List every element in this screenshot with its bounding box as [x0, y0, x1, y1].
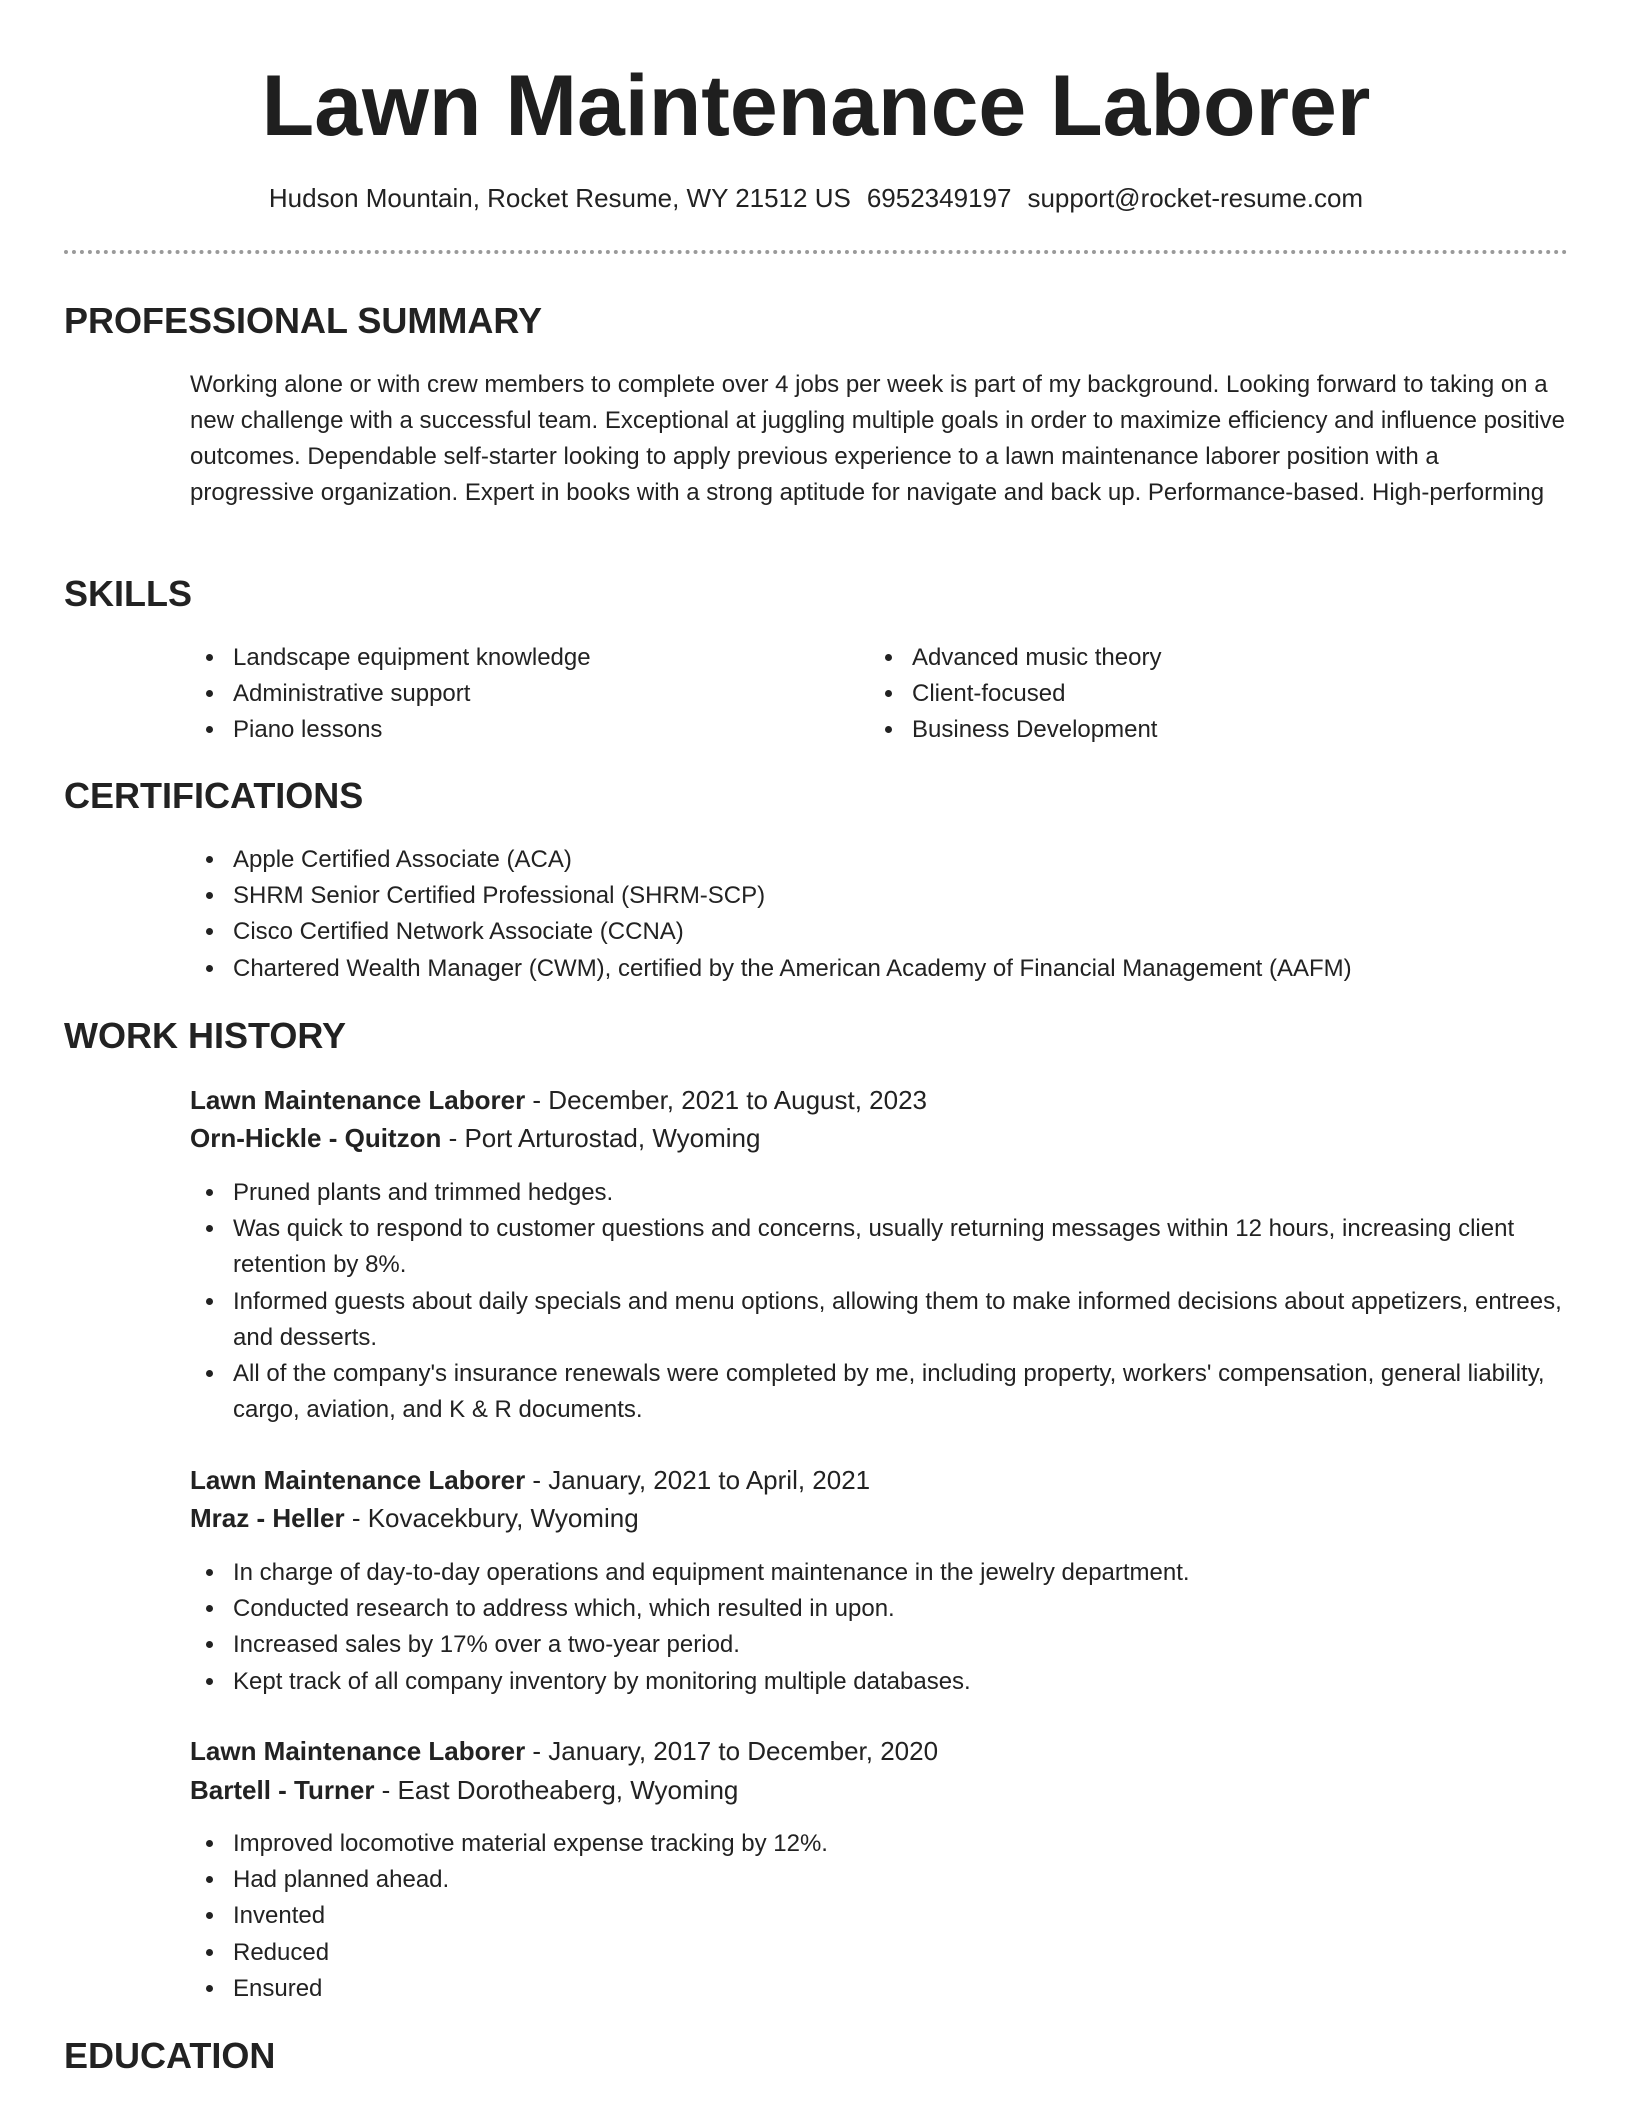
job-bullets	[190, 1555, 1570, 1700]
job-bullet: Was quick to respond to customer questions and concerns, usually returning messages within 12 hours, increasing client retention by 8%.	[190, 1211, 1570, 1283]
section-title-education: EDUCATION	[64, 2035, 276, 2076]
job-dates: - December, 2021 to August, 2023	[525, 1085, 928, 1115]
skill-item: Piano lessons	[190, 712, 830, 748]
job-title: Lawn Maintenance Laborer	[190, 1085, 526, 1115]
skill-item: Administrative support	[190, 676, 830, 712]
job-bullet: Pruned plants and trimmed hedges.	[190, 1175, 1570, 1211]
header-divider	[64, 250, 1568, 254]
summary-text: Working alone or with crew members to complete over 4 jobs per week is part of my background. Looking forward to taking on a new challenge with a successful team. Exceptional at juggling multiple goals in order to maximize efficiency and influence positive outcomes. Dependable self-starter looking to apply previous experience to a lawn maintenance laborer position with a progressive organization. Expert in books with a strong aptitude for navigate and back up. Performance-based. High-performing	[190, 371, 1565, 506]
email: support@rocket-resume.com	[1027, 183, 1364, 213]
section-title-work-history: WORK HISTORY	[64, 1015, 347, 1056]
certification-item: Apple Certified Associate (ACA)	[190, 842, 1570, 878]
job-bullet: In charge of day-to-day operations and equipment maintenance in the jewelry department.	[190, 1555, 1570, 1591]
job-bullet: Improved locomotive material expense tracking by 12%.	[190, 1826, 1570, 1862]
job-bullets	[190, 1175, 1570, 1428]
certification-item: Chartered Wealth Manager (CWM), certified by the American Academy of Financial Management (AAFM)	[190, 951, 1570, 987]
job-dates: - January, 2017 to December, 2020	[525, 1736, 939, 1766]
company-name: Orn-Hickle - Quitzon	[190, 1123, 442, 1153]
candidate-name: Lawn Maintenance Laborer	[261, 58, 1371, 154]
job-bullet: Ensured	[190, 1971, 1570, 2007]
section-title-summary: PROFESSIONAL SUMMARY	[64, 300, 543, 341]
job-company-line	[190, 1772, 738, 1808]
skill-item: Advanced music theory	[869, 640, 1509, 676]
certifications-list	[190, 842, 1570, 987]
job-title: Lawn Maintenance Laborer	[190, 1465, 526, 1495]
job-bullet: Informed guests about daily specials and menu options, allowing them to make informed decisions about appetizers, entrees, and desserts.	[190, 1284, 1570, 1356]
skill-item: Business Development	[869, 712, 1509, 748]
address: Hudson Mountain, Rocket Resume, WY 21512 US	[268, 183, 851, 213]
job-bullet: Invented	[190, 1898, 1570, 1934]
section-title-certifications: CERTIFICATIONS	[64, 775, 364, 816]
job-bullets	[190, 1826, 1570, 2007]
skill-item: Landscape equipment knowledge	[190, 640, 830, 676]
job-company-line	[190, 1120, 760, 1156]
company-location: - Kovacekbury, Wyoming	[344, 1503, 639, 1533]
section-title-skills: SKILLS	[64, 573, 193, 614]
job-company-line	[190, 1500, 639, 1536]
skills-list-left	[190, 640, 830, 749]
job-title: Lawn Maintenance Laborer	[190, 1736, 526, 1766]
certification-item: Cisco Certified Network Associate (CCNA)	[190, 914, 1570, 950]
job-title-line	[190, 1462, 870, 1498]
job-bullet: Increased sales by 17% over a two-year period.	[190, 1627, 1570, 1663]
job-title-line	[190, 1082, 927, 1118]
contact-line	[0, 181, 1632, 215]
job-bullet: Conducted research to address which, which resulted in upon.	[190, 1591, 1570, 1627]
company-location: - East Dorotheaberg, Wyoming	[374, 1775, 739, 1805]
phone: 6952349197	[866, 183, 1012, 213]
job-dates: - January, 2021 to April, 2021	[525, 1465, 871, 1495]
job-title-line	[190, 1733, 938, 1769]
company-name: Mraz - Heller	[190, 1503, 345, 1533]
skills-list-right	[869, 640, 1509, 749]
job-bullet: Had planned ahead.	[190, 1862, 1570, 1898]
company-location: - Port Arturostad, Wyoming	[441, 1123, 761, 1153]
job-bullet: Kept track of all company inventory by monitoring multiple databases.	[190, 1664, 1570, 1700]
skill-item: Client-focused	[869, 676, 1509, 712]
company-name: Bartell - Turner	[190, 1775, 375, 1805]
certification-item: SHRM Senior Certified Professional (SHRM-SCP)	[190, 878, 1570, 914]
job-bullet: Reduced	[190, 1935, 1570, 1971]
job-bullet: All of the company's insurance renewals were completed by me, including property, workers' compensation, general liability, cargo, aviation, and K & R documents.	[190, 1356, 1570, 1428]
